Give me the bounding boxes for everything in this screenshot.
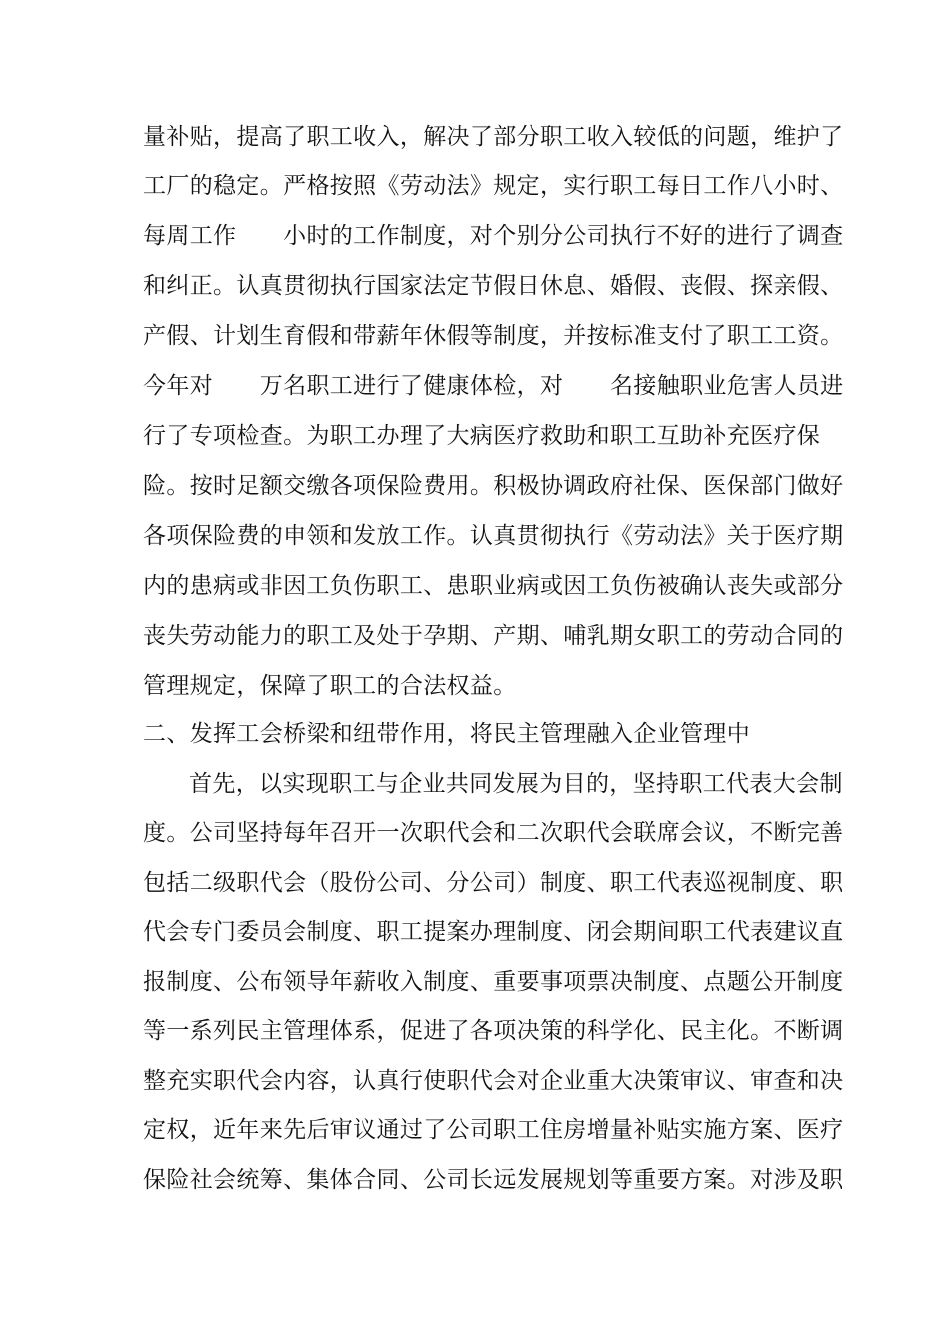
text-line: 量补贴，提高了职工收入，解决了部分职工收入较低的问题，维护了 bbox=[143, 124, 844, 150]
paragraph-first-line: 首先，以实现职工与企业共同发展为目的，坚持职工代表大会制 bbox=[189, 771, 843, 797]
text-line: 保险社会统筹、集体合同、公司长远发展规划等重要方案。对涉及职 bbox=[143, 1167, 844, 1193]
text-line: 等一系列民主管理体系，促进了各项决策的科学化、民主化。不断调 bbox=[143, 1018, 844, 1044]
text-line: 管理规定，保障了职工的合法权益。 bbox=[143, 673, 517, 699]
text-line: 度。公司坚持每年召开一次职代会和二次职代会联席会议，不断完善 bbox=[143, 820, 844, 846]
text-line: 今年对 万名职工进行了健康体检，对 名接触职业危害人员进 bbox=[143, 373, 844, 399]
text-line: 各项保险费的申领和发放工作。认真贯彻执行《劳动法》关于医疗期 bbox=[143, 523, 844, 549]
text-line: 报制度、公布领导年薪收入制度、重要事项票决制度、点题公开制度 bbox=[143, 969, 844, 995]
text-line: 整充实职代会内容，认真行使职代会对企业重大决策审议、审查和决 bbox=[143, 1068, 844, 1094]
text-line: 每周工作 小时的工作制度，对个别分公司执行不好的进行了调查 bbox=[143, 223, 844, 249]
text-line: 行了专项检查。为职工办理了大病医疗救助和职工互助补充医疗保 bbox=[143, 423, 821, 449]
text-line: 定权，近年来先后审议通过了公司职工住房增量补贴实施方案、医疗 bbox=[143, 1117, 844, 1143]
text-line: 工厂的稳定。严格按照《劳动法》规定，实行职工每日工作八小时、 bbox=[143, 173, 844, 199]
text-line: 代会专门委员会制度、职工提案办理制度、闭会期间职工代表建议直 bbox=[143, 919, 844, 945]
text-line: 和纠正。认真贯彻执行国家法定节假日休息、婚假、丧假、探亲假、 bbox=[143, 273, 844, 299]
section-heading: 二、发挥工会桥梁和纽带作用，将民主管理融入企业管理中 bbox=[143, 721, 751, 747]
text-line: 丧失劳动能力的职工及处于孕期、产期、哺乳期女职工的劳动合同的 bbox=[143, 623, 844, 649]
text-line: 产假、计划生育假和带薪年休假等制度，并按标准支付了职工工资。 bbox=[143, 323, 844, 349]
text-line: 包括二级职代会（股份公司、分公司）制度、职工代表巡视制度、职 bbox=[143, 870, 844, 896]
text-line: 险。按时足额交缴各项保险费用。积极协调政府社保、医保部门做好 bbox=[143, 473, 844, 499]
text-line: 内的患病或非因工负伤职工、患职业病或因工负伤被确认丧失或部分 bbox=[143, 573, 844, 599]
